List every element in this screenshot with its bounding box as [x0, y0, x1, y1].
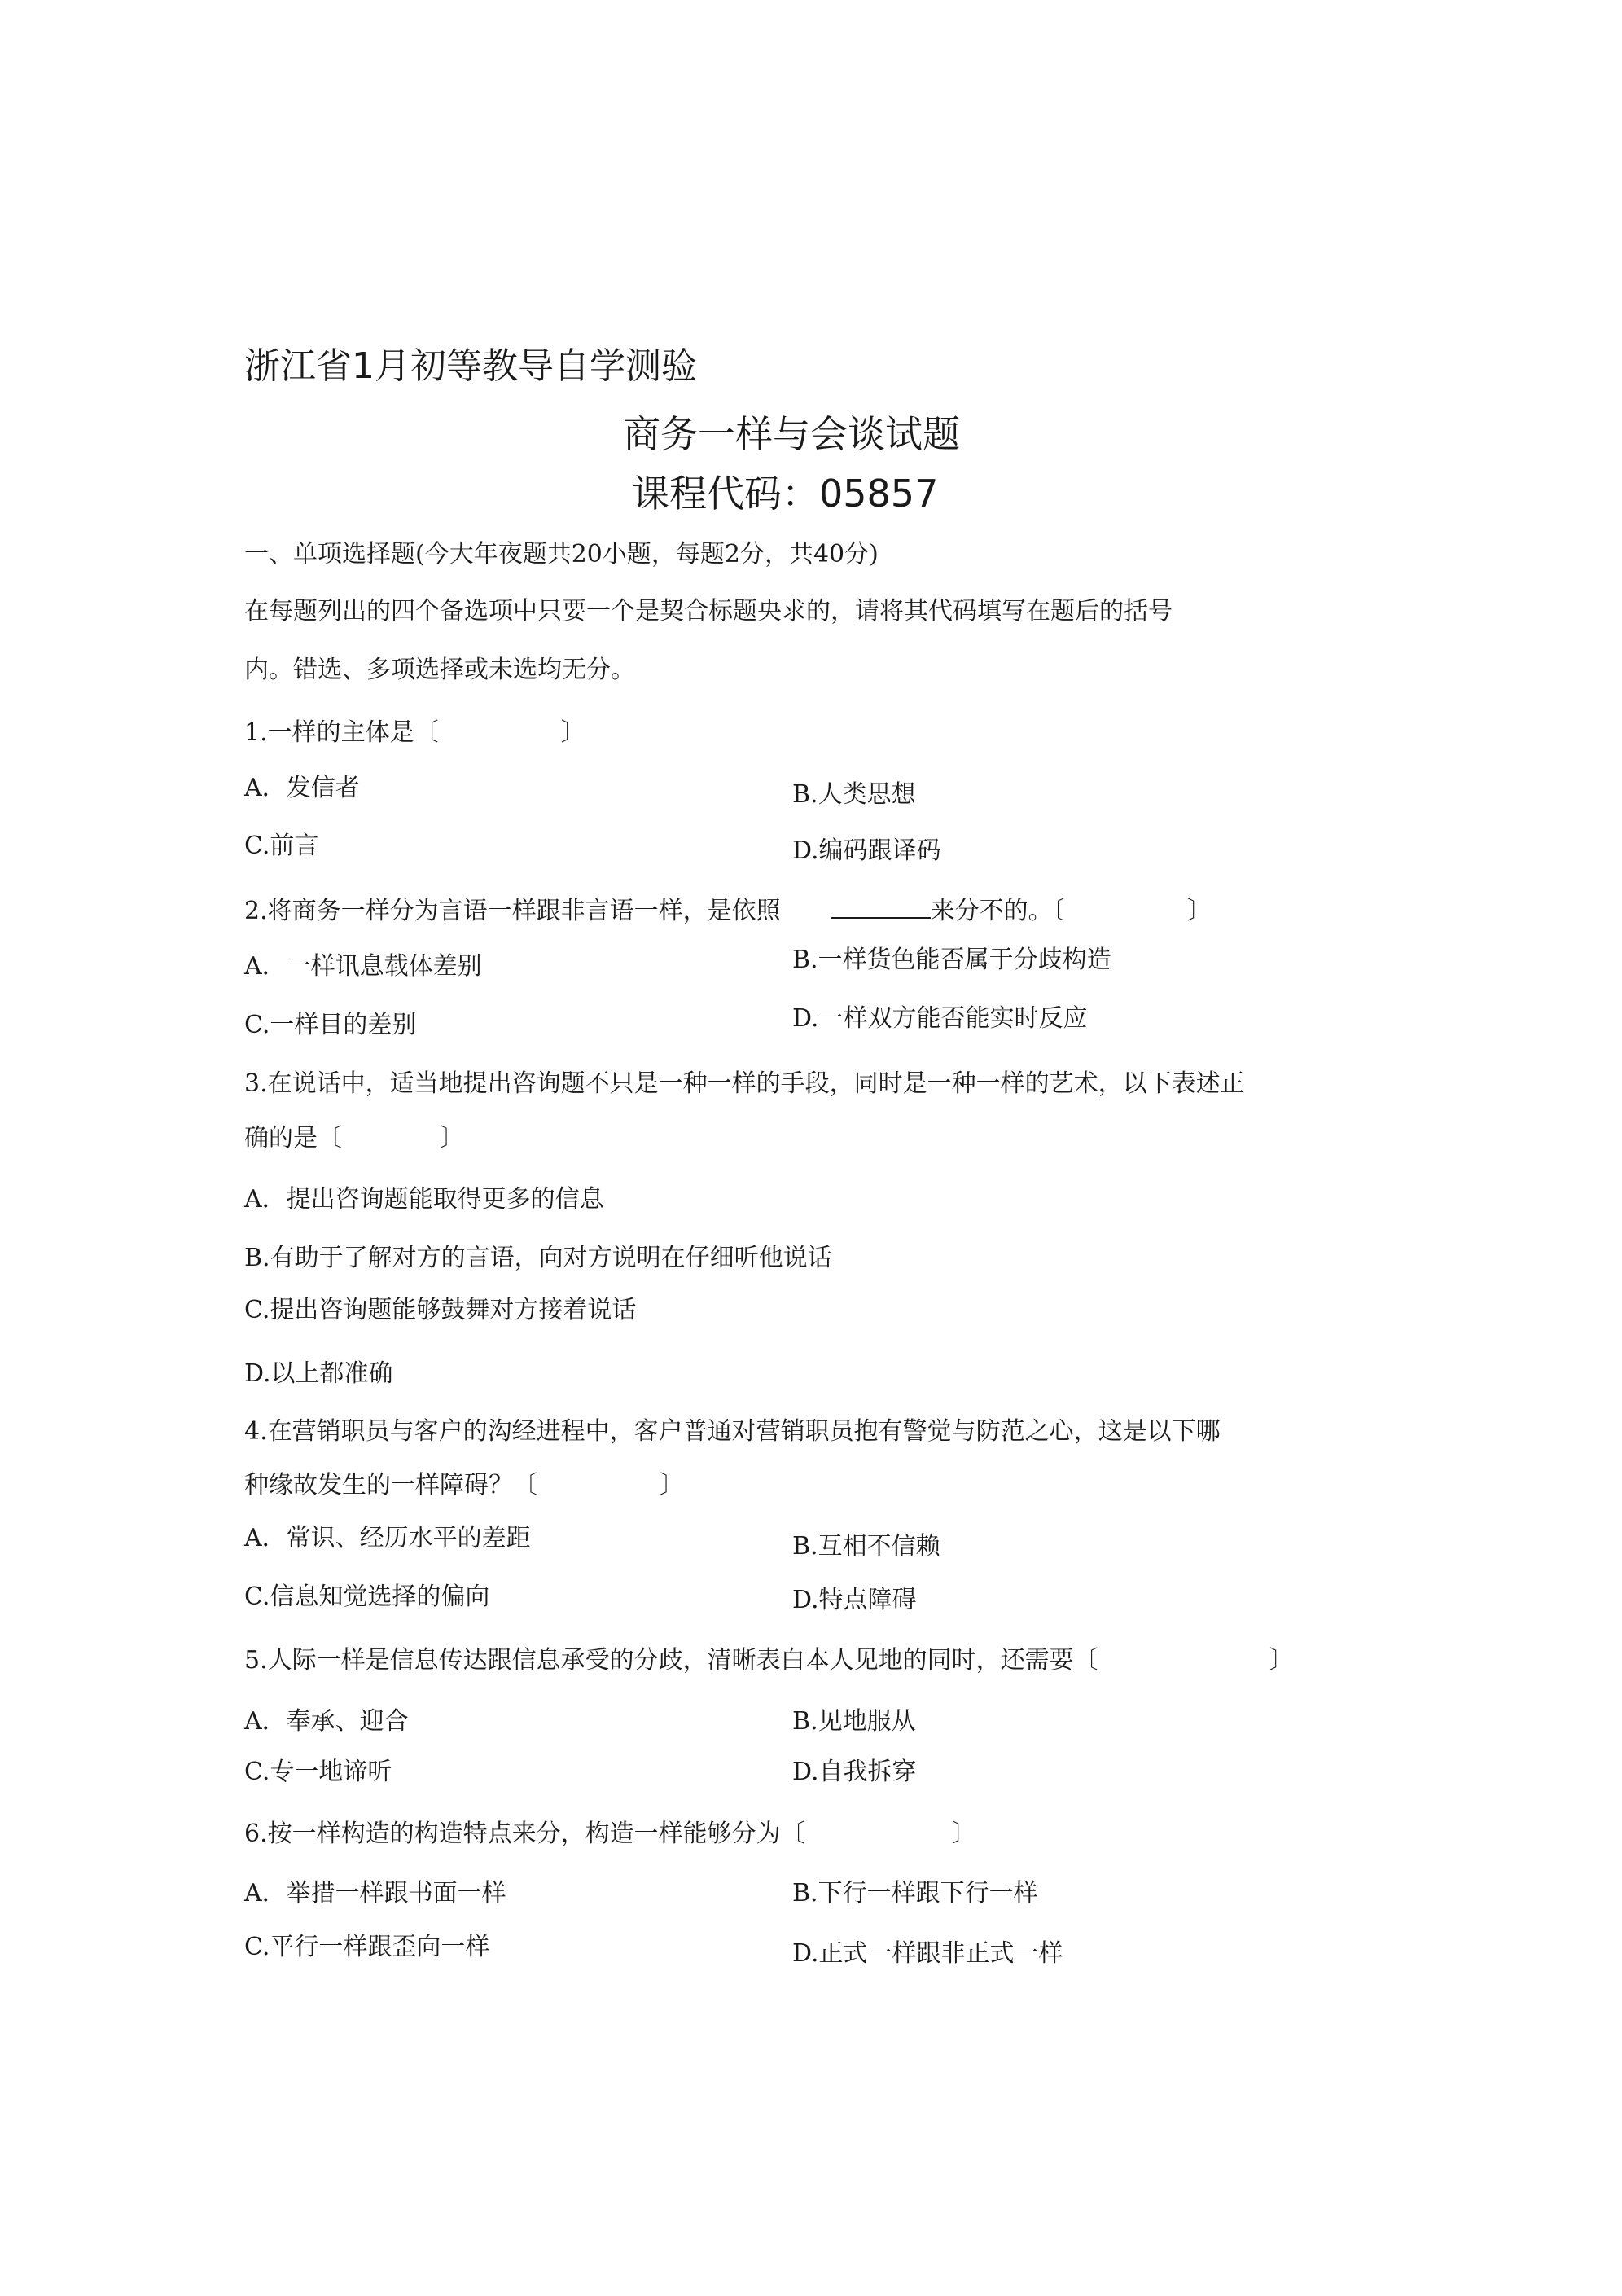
- question-5-option-c: C.专一地谛听: [244, 1758, 392, 1786]
- question-2-stem-before: 2.将商务一样分为言语一样跟非言语一样，是依照: [244, 897, 781, 925]
- instruction-line-1: 在每题列出的四个备选项中只要一个是契合标题央求的，请将其代码填写在题后的括号: [244, 597, 1173, 626]
- question-1-option-b: B.人类思想: [792, 780, 916, 809]
- question-4-stem-line-1: 4.在营销职员与客户的沟经进程中，客户普通对营销职员抱有警觉与防范之心，这是以下哪: [244, 1417, 1221, 1446]
- course-code: 课程代码：05857: [632, 472, 939, 516]
- question-2-stem: [244, 896, 1212, 924]
- question-6-option-c: C.平行一样跟歪向一样: [244, 1933, 490, 1961]
- question-6-stem: 6.按一样构造的构造特点来分，构造一样能够分为〔 〕: [244, 1820, 976, 1848]
- question-1-option-c: C.前言: [244, 832, 319, 860]
- paper-title: 商务一样与会谈试题: [623, 412, 960, 456]
- question-5-stem: 5.人际一样是信息传达跟信息承受的分歧，清晰表白本人见地的同时，还需要〔 〕: [244, 1646, 1294, 1675]
- question-4-option-a: A．常识、经历水平的差距: [244, 1524, 531, 1552]
- question-4-option-d: D.特点障碍: [792, 1586, 917, 1614]
- question-3-option-d: D.以上都准确: [244, 1359, 393, 1388]
- exam-title: 浙江省1月初等教导自学测验: [244, 345, 697, 387]
- question-1-stem: 1.一样的主体是〔 〕: [244, 718, 585, 747]
- question-3-stem-line-2: 确的是〔 〕: [244, 1124, 464, 1152]
- question-6-option-b: B.下行一样跟下行一样: [792, 1879, 1038, 1907]
- question-5-option-b: B.见地服从: [792, 1707, 916, 1736]
- question-2-option-c: C.一样目的差别: [244, 1011, 417, 1039]
- section-heading: 一、单项选择题(今大年夜题共20小题，每题2分，共40分): [244, 540, 879, 569]
- question-2-stem-after: 来分不的。〔 〕: [930, 897, 1212, 925]
- answer-blank: [831, 896, 931, 919]
- question-1-option-d: D.编码跟译码: [792, 836, 941, 865]
- question-6-option-d: D.正式一样跟非正式一样: [792, 1939, 1063, 1968]
- question-4-option-c: C.信息知觉选择的偏向: [244, 1583, 490, 1611]
- question-2-option-a: A．一样讯息载体差别: [244, 952, 482, 981]
- question-6-option-a: A．举措一样跟书面一样: [244, 1879, 506, 1907]
- question-3-option-c: C.提出咨询题能够鼓舞对方接着说话: [244, 1296, 637, 1324]
- question-2-option-b: B.一样货色能否属于分歧构造: [792, 946, 1111, 974]
- instruction-line-2: 内。错选、多项选择或未选均无分。: [244, 656, 635, 684]
- question-3-stem-line-1: 3.在说话中，适当地提出咨询题不只是一种一样的手段，同时是一种一样的艺术，以下表述正: [244, 1069, 1245, 1098]
- question-2-option-d: D.一样双方能否能实时反应: [792, 1004, 1088, 1033]
- question-5-option-a: A．奉承、迎合: [244, 1707, 409, 1736]
- question-5-option-d: D.自我拆穿: [792, 1758, 917, 1786]
- question-4-stem-line-2: 种缘故发生的一样障碍？〔 〕: [244, 1471, 684, 1499]
- question-4-option-b: B.互相不信赖: [792, 1532, 940, 1561]
- question-1-option-a: A．发信者: [244, 774, 360, 802]
- question-3-option-a: A．提出咨询题能取得更多的信息: [244, 1185, 604, 1214]
- question-3-option-b: B.有助于了解对方的言语，向对方说明在仔细听他说话: [244, 1244, 832, 1272]
